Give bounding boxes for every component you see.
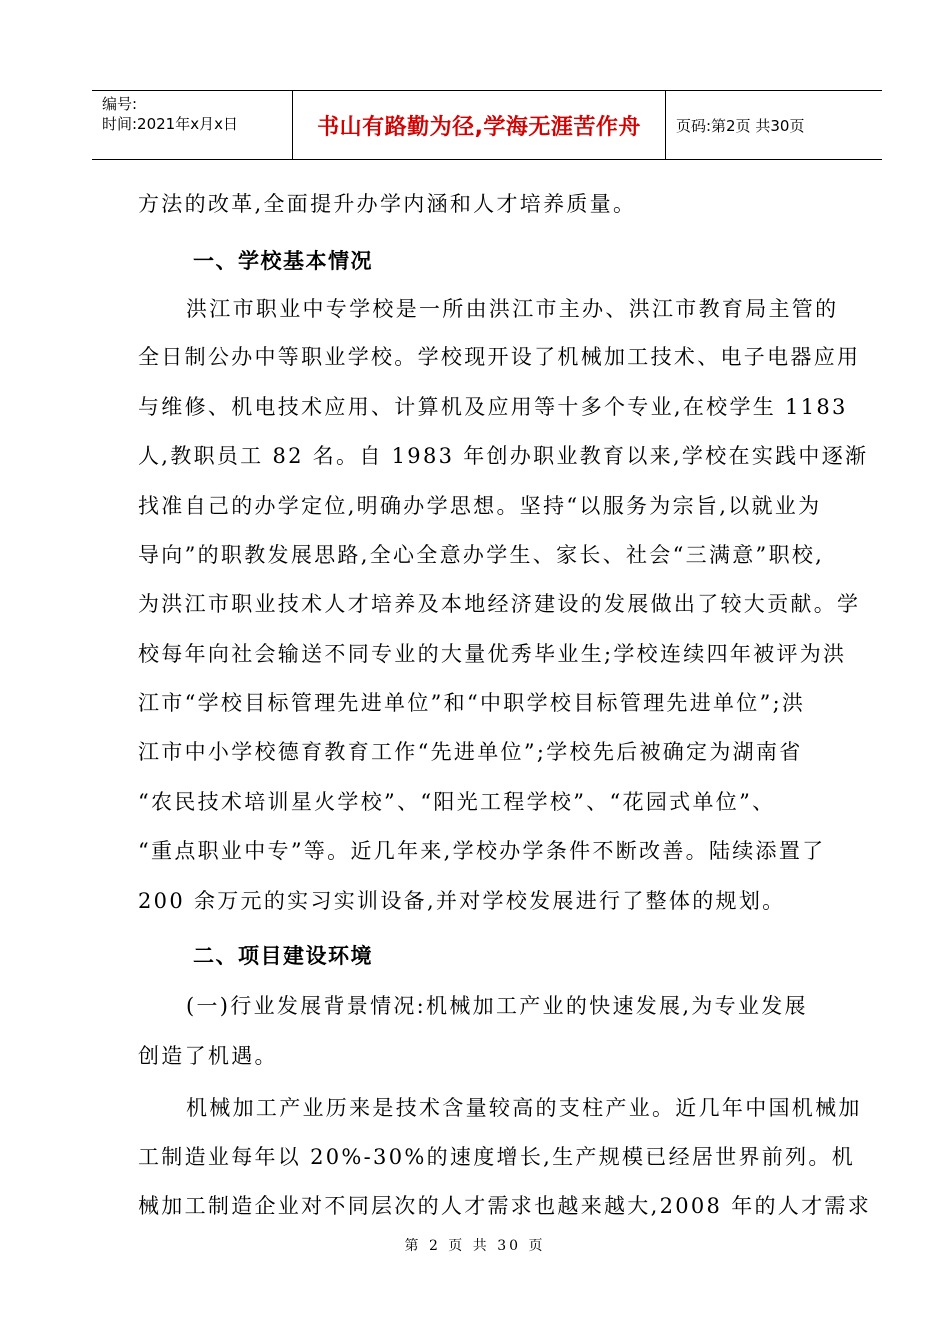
paragraph-line: 方法的改革,全面提升办学内涵和人才培养质量。 [138, 192, 637, 216]
paragraph-line: 创造了机遇。 [138, 1044, 278, 1068]
paragraph-line: “重点职业中专”等。近几年来,学校办学条件不断改善。陆续添置了 [138, 839, 826, 863]
paragraph-line: 与维修、机电技术应用、计算机及应用等十多个专业,在校学生 1183 [138, 395, 848, 419]
paragraph-line: 机械加工产业历来是技术含量较高的支柱产业。近几年中国机械加 [186, 1096, 862, 1120]
paragraph-line: 人,教职员工 82 名。自 1983 年创办职业教育以来,学校在实践中逐渐 [138, 444, 869, 468]
header-motto: 书山有路勤为径,学海无涯苦作舟 [317, 114, 641, 140]
paragraph-line: 为洪江市职业技术人才培养及本地经济建设的发展做出了较大贡献。学 [138, 592, 861, 616]
section-heading: 一、学校基本情况 [193, 249, 373, 273]
page-header [92, 90, 882, 160]
page-footer: 第 2 页 共 30 页 [404, 1238, 546, 1254]
paragraph-line: “农民技术培训星火学校”、“阳光工程学校”、“花园式单位”、 [138, 790, 776, 814]
paragraph-line: 全日制公办中等职业学校。学校现开设了机械加工技术、电子电器应用 [138, 345, 861, 369]
header-motto-cell [293, 91, 666, 159]
section-heading: 二、项目建设环境 [193, 944, 373, 968]
paragraph-line: 导向”的职教发展思路,全心全意办学生、家长、社会“三满意”职校, [138, 543, 825, 567]
header-page-number: 页码:第2页 共30页 [676, 116, 805, 135]
paragraph-line: 工制造业每年以 20%-30%的速度增长,生产规模已经居世界前列。机 [138, 1145, 855, 1169]
paragraph-line: 械加工制造企业对不同层次的人才需求也越来越大,2008 年的人才需求 [138, 1194, 871, 1218]
header-page-cell [666, 91, 882, 159]
document-time-label: 时间:2021年x月x日 [102, 115, 238, 133]
document-number-label: 编号: [102, 95, 138, 113]
paragraph-line: 洪江市职业中专学校是一所由洪江市主办、洪江市教育局主管的 [186, 297, 839, 321]
paragraph-line: 校每年向社会输送不同专业的大量优秀毕业生;学校连续四年被评为洪 [138, 642, 847, 666]
paragraph-line: (一)行业发展背景情况:机械加工产业的快速发展,为专业发展 [186, 994, 808, 1018]
paragraph-line: 江市中小学校德育教育工作“先进单位”;学校先后被确定为湖南省 [138, 740, 803, 764]
paragraph-line: 江市“学校目标管理先进单位”和“中职学校目标管理先进单位”;洪 [138, 691, 806, 715]
paragraph-line: 200 余万元的实习实训设备,并对学校发展进行了整体的规划。 [138, 889, 786, 913]
header-info-cell [92, 91, 293, 159]
paragraph-line: 找准自己的办学定位,明确办学思想。坚持“以服务为宗旨,以就业为 [138, 494, 822, 518]
